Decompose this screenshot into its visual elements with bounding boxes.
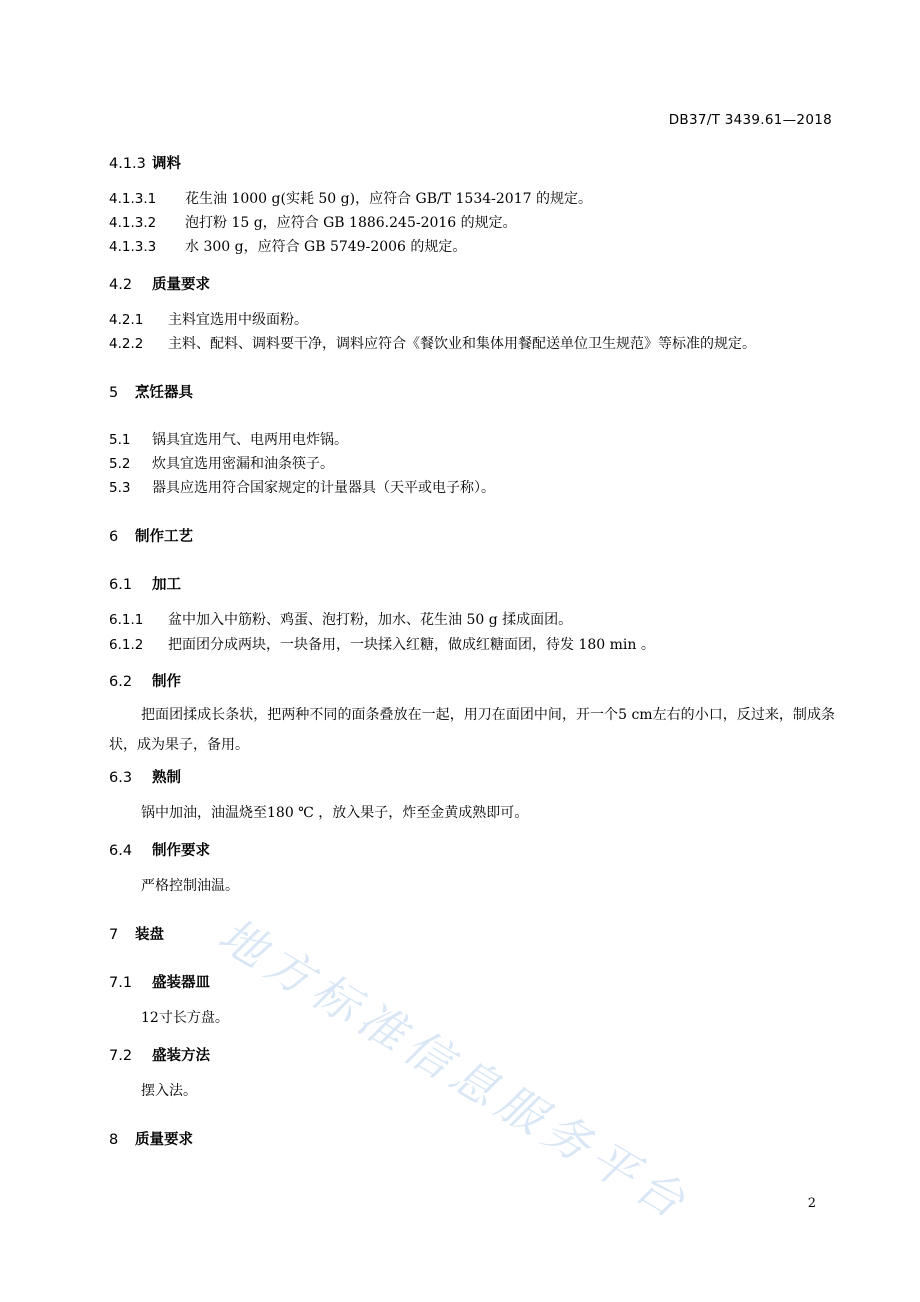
clause-text: 器具应选用符合国家规定的计量器具（天平或电子称）。 bbox=[152, 480, 495, 496]
clause-number: 6.1.2 bbox=[109, 637, 144, 653]
clause-text: 花生油 1000 g(实耗 50 g)，应符合 GB/T 1534-2017 的规定。 bbox=[185, 191, 592, 207]
clause-number: 4.1.3.3 bbox=[109, 239, 157, 255]
section-number: 7 bbox=[109, 927, 119, 943]
section-title: 烹饪器具 bbox=[135, 385, 193, 401]
clause-text: 把面团分成两块，一块备用，一块揉入红糖，做成红糖面团，待发 180 min 。 bbox=[168, 637, 655, 653]
clause-4-2-2 bbox=[109, 333, 756, 353]
clause-text: 炊具宜选用密漏和油条筷子。 bbox=[152, 456, 334, 472]
section-title: 调料 bbox=[152, 156, 181, 172]
clause-number: 5.2 bbox=[109, 456, 131, 472]
clause-text: 泡打粉 15 g，应符合 GB 1886.245-2016 的规定。 bbox=[185, 215, 517, 231]
page-number: 2 bbox=[807, 1196, 816, 1211]
clause-number: 4.1.3.1 bbox=[109, 191, 157, 207]
section-heading-5 bbox=[109, 381, 193, 402]
section-number: 8 bbox=[109, 1132, 119, 1148]
paragraph-6-4: 严格控制油温。 bbox=[141, 878, 239, 894]
section-title: 装盘 bbox=[135, 927, 164, 943]
clause-text: 锅具宜选用气、电两用电炸锅。 bbox=[152, 432, 348, 448]
clause-5-2 bbox=[109, 453, 334, 473]
section-title: 盛装器皿 bbox=[152, 975, 210, 991]
clause-6-1-1 bbox=[109, 609, 572, 629]
clause-4-2-1 bbox=[109, 309, 308, 329]
section-number: 5 bbox=[109, 385, 119, 401]
section-title: 盛装方法 bbox=[152, 1048, 210, 1064]
clause-number: 5.1 bbox=[109, 432, 131, 448]
section-number: 7.1 bbox=[109, 975, 133, 991]
section-heading-6-2 bbox=[109, 670, 181, 691]
clause-number: 4.2.2 bbox=[109, 336, 144, 352]
section-number: 6.3 bbox=[109, 770, 133, 786]
clause-number: 6.1.1 bbox=[109, 612, 144, 628]
watermark: 地方标准信息服务平台 bbox=[209, 907, 701, 1232]
section-title: 质量要求 bbox=[135, 1132, 193, 1148]
section-title: 制作工艺 bbox=[135, 529, 193, 545]
section-heading-7 bbox=[109, 923, 164, 944]
section-number: 6.4 bbox=[109, 843, 133, 859]
clause-4-1-3-2 bbox=[109, 212, 517, 232]
section-heading-7-2 bbox=[109, 1044, 210, 1065]
section-number: 4.2 bbox=[109, 277, 133, 293]
section-heading-6-3 bbox=[109, 766, 181, 787]
clause-6-1-2 bbox=[109, 634, 655, 654]
section-title: 加工 bbox=[152, 577, 181, 593]
clause-4-1-3-3 bbox=[109, 236, 466, 256]
section-title: 质量要求 bbox=[152, 277, 210, 293]
section-heading-4-2 bbox=[109, 273, 210, 294]
clause-5-1 bbox=[109, 429, 348, 449]
section-heading-6-1 bbox=[109, 573, 181, 594]
clause-text: 盆中加入中筋粉、鸡蛋、泡打粉，加水、花生油 50 g 揉成面团。 bbox=[168, 612, 573, 628]
paragraph-6-2: 把面团揉成长条状，把两种不同的面条叠放在一起，用刀在面团中间，开一个5 cm左右的小口，反过来，制成条状，成为果子，备用。 bbox=[109, 707, 835, 753]
section-title: 熟制 bbox=[152, 770, 181, 786]
section-heading-4-1-3 bbox=[109, 152, 181, 173]
section-title: 制作 bbox=[152, 674, 181, 690]
section-number: 7.2 bbox=[109, 1048, 133, 1064]
clause-number: 4.2.1 bbox=[109, 312, 144, 328]
document-code: DB37/T 3439.61—2018 bbox=[668, 112, 832, 128]
paragraph-6-3: 锅中加油，油温烧至180 ℃ ，放入果子，炸至金黄成熟即可。 bbox=[141, 805, 529, 821]
section-heading-8 bbox=[109, 1128, 193, 1149]
clause-number: 5.3 bbox=[109, 480, 131, 496]
paragraph-7-1: 12寸长方盘。 bbox=[141, 1010, 229, 1026]
clause-text: 主料、配料、调料要干净，调料应符合《餐饮业和集体用餐配送单位卫生规范》等标准的规定。 bbox=[168, 336, 756, 352]
clause-text: 主料宜选用中级面粉。 bbox=[168, 312, 308, 328]
clause-text: 水 300 g，应符合 GB 5749-2006 的规定。 bbox=[185, 239, 467, 255]
section-number: 6.1 bbox=[109, 577, 133, 593]
clause-number: 4.1.3.2 bbox=[109, 215, 157, 231]
clause-4-1-3-1 bbox=[109, 188, 592, 208]
clause-5-3 bbox=[109, 477, 495, 497]
section-heading-6-4 bbox=[109, 839, 210, 860]
section-title: 制作要求 bbox=[152, 843, 210, 859]
section-heading-6 bbox=[109, 525, 193, 546]
section-number: 4.1.3 bbox=[109, 156, 146, 172]
section-number: 6 bbox=[109, 529, 119, 545]
section-number: 6.2 bbox=[109, 674, 133, 690]
section-heading-7-1 bbox=[109, 971, 210, 992]
paragraph-7-2: 摆入法。 bbox=[141, 1083, 197, 1099]
